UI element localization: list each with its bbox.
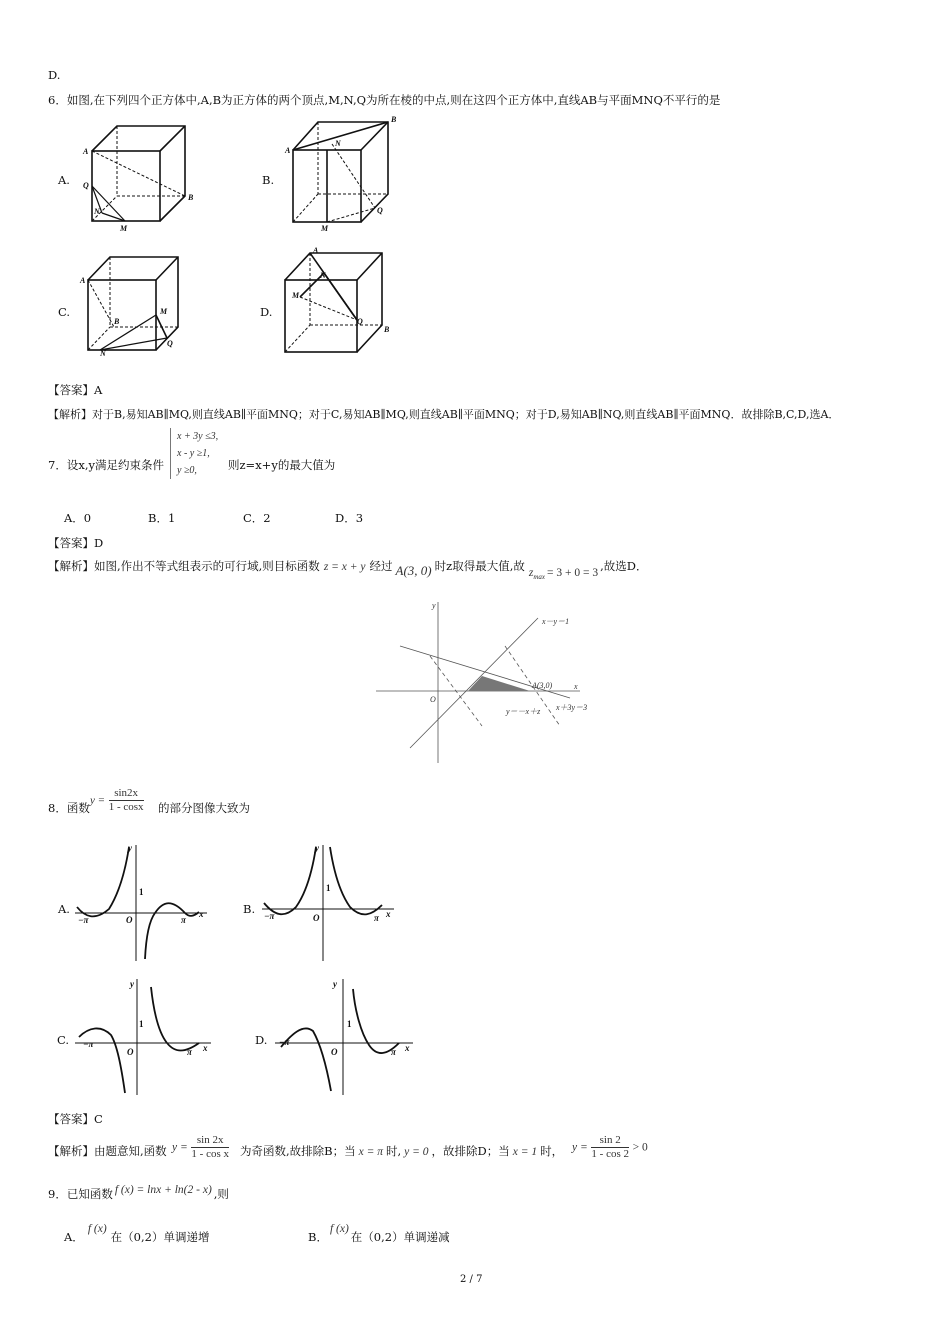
gb-pi: π [374, 913, 379, 923]
q7-answer: 【答案】D [48, 536, 104, 550]
q8-an-y-zero: y = 0 [404, 1146, 429, 1158]
q6-option-a: A. [58, 173, 70, 187]
q9-number: 9． [48, 1187, 67, 1201]
q7-feasible-region-graph [370, 598, 610, 766]
page-number: 2 / 7 [460, 1274, 483, 1285]
q9-option-a [64, 1223, 210, 1245]
q9-stem [48, 1186, 229, 1202]
q7-analysis-c: 时z取得最大值,故 [434, 559, 525, 573]
svg-text:M: M [120, 224, 128, 233]
q8-analysis-rest [240, 1143, 563, 1159]
svg-text:M: M [321, 224, 329, 233]
q9-opt-a-fn: f (x) [87, 1223, 107, 1235]
q8-analysis-e: 时， [540, 1144, 564, 1158]
q8-an-x-pi: x = π [358, 1146, 383, 1158]
q7-feasible-region [468, 676, 530, 691]
svg-text:B: B [391, 115, 397, 124]
q8-answer: 【答案】C [48, 1112, 103, 1126]
q7-formula-z: z = x + y [323, 561, 366, 573]
ga-one: 1 [139, 887, 144, 897]
q6-analysis: 【解析】对于B,易知AB∥MQ,则直线AB∥平面MNQ；对于C,易知AB∥MQ,则直线AB∥平面MNQ；对于D,易知AB∥NQ,则直线AB∥平面MNQ．故排除B,C,D,选A． [48, 408, 840, 421]
q8-an-num: sin 2x [191, 1134, 229, 1148]
q8-option-a: A. [58, 902, 70, 916]
gd-pi: π [391, 1047, 396, 1057]
q7-lead-text: 设x,y满足约束条件 [66, 458, 164, 472]
q8-fn-lhs: y = [90, 794, 106, 807]
svg-text:N: N [100, 349, 106, 358]
svg-text:Q: Q [83, 181, 89, 190]
q9-opt-a-label: A． [64, 1230, 84, 1244]
q8-analysis-d: ，故排除D；当 [431, 1144, 510, 1158]
q7-analysis-b: 经过 [369, 559, 393, 573]
q6-stem [48, 92, 720, 108]
gc-x: x [203, 1043, 208, 1053]
graph-line-label-3: y＝－x＋z [506, 707, 541, 716]
q6-number: 6． [48, 93, 67, 107]
q8-an-den: 1 - cos x [191, 1148, 229, 1160]
q8-stem [48, 800, 90, 816]
q9-opt-b-text: 在（0,2）单调递减 [350, 1230, 450, 1244]
gd-y: y [333, 979, 337, 989]
gc-one: 1 [139, 1019, 144, 1029]
gd-o: O [331, 1047, 338, 1057]
gc-y: y [130, 979, 134, 989]
q8-an2-tail: > 0 [632, 1141, 648, 1154]
svg-text:A: A [313, 246, 319, 255]
graph-origin-label: O [430, 695, 436, 704]
q8-graph-c [75, 975, 215, 1095]
gb-y: y [315, 843, 319, 853]
q8-fn-den: 1 - cosx [108, 801, 144, 813]
gc-pi: π [187, 1047, 192, 1057]
q7-analysis-d: ,故选D． [600, 559, 648, 573]
q8-analysis-function-2 [572, 1134, 648, 1161]
gd-negpi: −π [279, 1037, 290, 1047]
ga-x: x [199, 909, 204, 919]
svg-text:A: A [285, 146, 291, 155]
q8-graph-b [262, 843, 402, 961]
gb-negpi: −π [264, 911, 275, 921]
q9-lead: 已知函数 [66, 1187, 113, 1201]
q9-opt-b-label: B． [308, 1230, 328, 1244]
q7-tail: 则z=x+y的最大值为 [228, 458, 336, 472]
q5-option-d: D. [48, 68, 61, 82]
q6-answer: 【答案】A [48, 383, 103, 397]
q7-number: 7． [48, 458, 67, 472]
q8-option-b: B. [243, 902, 256, 916]
q8-an2-den: 1 - cos 2 [591, 1148, 629, 1160]
q8-analysis [48, 1143, 167, 1159]
cube-figure-c [80, 252, 195, 357]
q8-an2-num: sin 2 [591, 1134, 629, 1148]
graph-x-label: x [574, 682, 578, 691]
q8-number: 8． [48, 801, 67, 815]
q8-fraction [109, 787, 144, 814]
q7-lead [48, 457, 164, 473]
q7-choice-c: C．2 [243, 511, 271, 525]
graph-line-label-2: x＋3y＝3 [556, 703, 588, 712]
q7-analysis [48, 558, 648, 581]
svg-text:B: B [114, 317, 120, 326]
gb-x: x [386, 909, 391, 919]
q7-choice-b: B．1 [148, 511, 176, 525]
q9-tail: ,则 [213, 1187, 229, 1201]
q7-formula-point: A(3, 0) [395, 563, 432, 578]
q8-an2-fraction [591, 1134, 629, 1161]
cube-figure-d [280, 248, 395, 356]
svg-text:N: N [320, 271, 326, 280]
q6-option-c: C. [58, 305, 71, 319]
q8-analysis-function [172, 1134, 229, 1161]
q7-constraint-3: y ≥0, [177, 465, 197, 476]
q8-an-fraction [191, 1134, 229, 1161]
gd-one: 1 [347, 1019, 352, 1029]
q8-analysis-c: 时, [386, 1144, 402, 1158]
ga-o: O [126, 915, 133, 925]
q8-option-c: C. [57, 1033, 70, 1047]
q7-choice-a: A．0 [64, 511, 92, 525]
q8-an-lhs: y = [172, 1141, 188, 1154]
q9-option-b [308, 1223, 450, 1245]
gb-one: 1 [326, 883, 331, 893]
q9-opt-a-text: 在（0,2）单调递增 [110, 1230, 210, 1244]
q8-an2-lhs: y = [572, 1141, 588, 1154]
q8-fn-num: sin2x [109, 787, 144, 801]
q6-option-d: D. [260, 305, 273, 319]
q7-constraint-1: x + 3y ≤3, [177, 431, 219, 442]
graph-line-label-1: x－y＝1 [542, 617, 570, 626]
q7-constraint-system [170, 428, 218, 479]
q7-formula-zmax: z [528, 567, 534, 579]
gd-x: x [405, 1043, 410, 1053]
q6-text: 如图,在下列四个正方体中,A,B为正方体的两个顶点,M,N,Q为所在棱的中点,则在这四个正方体中,直线AB与平面MNQ不平行的是 [66, 93, 721, 107]
svg-text:A: A [83, 147, 89, 156]
q8-option-d: D. [255, 1033, 268, 1047]
svg-text:N: N [335, 139, 341, 148]
svg-text:B: B [384, 325, 390, 334]
q7-formula-result: = 3 + 0 = 3 [547, 567, 599, 579]
gc-negpi: −π [83, 1039, 94, 1049]
q7-choice-d: D．3 [335, 511, 364, 525]
cube-figure-b [285, 112, 400, 232]
svg-text:M: M [160, 307, 168, 316]
q8-analysis-a: 【解析】由题意知,函数 [48, 1144, 167, 1158]
q7-formula-zmax-sub: max [533, 573, 546, 581]
q8-an-x-one: x = 1 [512, 1146, 538, 1158]
graph-point-label: A(3,0) [532, 681, 553, 690]
q8-graph-a [75, 843, 215, 961]
q8-tail: 的部分图像大致为 [158, 801, 250, 815]
q8-analysis-b: 为奇函数,故排除B；当 [240, 1144, 356, 1158]
gc-o: O [127, 1047, 134, 1057]
svg-text:A: A [80, 276, 86, 285]
graph-y-label: y [432, 601, 436, 610]
q7-analysis-a: 【解析】如图,作出不等式组表示的可行域,则目标函数 [48, 559, 320, 573]
q8-function [90, 787, 144, 814]
svg-text:N: N [94, 207, 100, 216]
svg-text:Q: Q [357, 317, 363, 326]
q9-function: f (x) = lnx + ln(2 - x) [114, 1184, 212, 1196]
q7-constraint-2: x - y ≥1, [177, 448, 210, 459]
q8-lead: 函数 [66, 801, 90, 815]
svg-text:Q: Q [377, 206, 383, 215]
svg-text:Q: Q [167, 339, 173, 348]
cube-figure-a [80, 118, 200, 233]
ga-pi: π [181, 915, 186, 925]
gb-o: O [313, 913, 320, 923]
q8-graph-d [275, 975, 417, 1095]
ga-negpi: −π [78, 915, 89, 925]
svg-text:B: B [188, 193, 194, 202]
svg-text:M: M [292, 291, 300, 300]
q6-option-b: B. [262, 173, 275, 187]
ga-y: y [128, 843, 132, 853]
q9-opt-b-fn: f (x) [329, 1223, 349, 1235]
